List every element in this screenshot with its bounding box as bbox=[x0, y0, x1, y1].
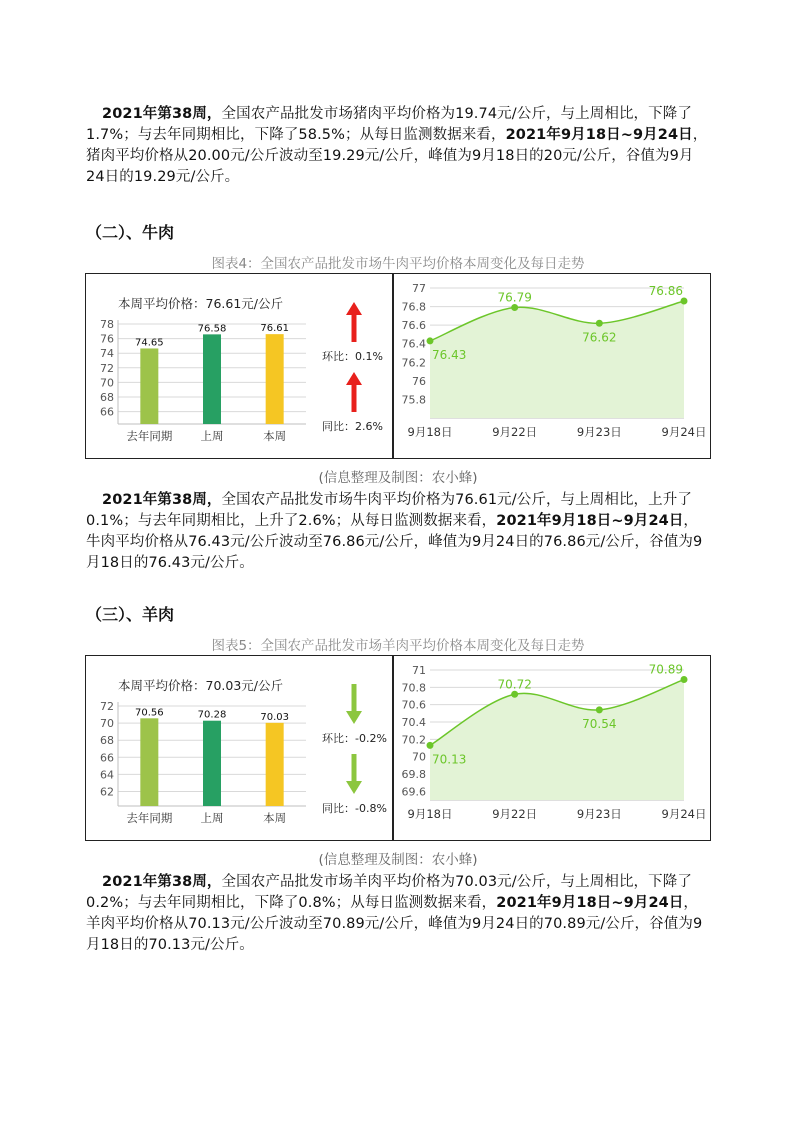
mutton-line-data-label: 70.13 bbox=[432, 752, 467, 767]
mutton-text-1: 全国农产品批发市场羊肉平均价格为70.03元/公斤，与上周相比，下降了0.2%；与去年同期相比，下降了0.8%；从每日监测数据来看， bbox=[86, 874, 692, 911]
mutton-bar-bar bbox=[266, 723, 284, 806]
mutton-line-xtick-label: 9月22日 bbox=[492, 807, 538, 821]
beef-line-ytick-label: 77 bbox=[412, 282, 426, 295]
mutton-caption: (信息整理及制图：农小蜂) bbox=[318, 852, 478, 868]
mutton-line-ytick-label: 70 bbox=[412, 750, 426, 764]
beef-line-point bbox=[427, 337, 434, 344]
mutton-bar-ytick-label: 70 bbox=[100, 717, 114, 731]
beef-line-data-label: 76.86 bbox=[648, 284, 683, 298]
mutton-line-area bbox=[430, 680, 684, 800]
beef-line-data-label: 76.43 bbox=[432, 347, 467, 362]
mutton-bar-bar-value-label: 70.56 bbox=[135, 707, 164, 719]
mutton-bar-ytick-label: 68 bbox=[100, 734, 114, 748]
pork-date-range: 2021年9月18日~9月24日 bbox=[505, 127, 693, 143]
beef-avg-title: 本周平均价格：76.61元/公斤 bbox=[118, 296, 283, 311]
mutton-line-data-label: 70.54 bbox=[582, 716, 617, 731]
mutton-line-ytick-label: 70.4 bbox=[401, 716, 426, 729]
beef-line-ytick-label: 75.8 bbox=[401, 393, 426, 407]
beef-bar-ytick-label: 78 bbox=[100, 318, 114, 331]
mutton-text-2: ，羊肉平均价格从70.13元/公斤波动至70.89元/公斤，峰值为9月24日的70.89元/公斤，谷值为9月18日的70.13元/公斤。 bbox=[86, 895, 703, 953]
beef-line-xtick-label: 9月18日 bbox=[407, 425, 453, 439]
beef-line-data-label: 76.62 bbox=[582, 330, 617, 345]
mutton-bar-ytick-label: 66 bbox=[100, 751, 114, 765]
mutton-line-data-label: 70.72 bbox=[497, 677, 532, 692]
mutton-line-ytick-label: 71 bbox=[412, 664, 426, 677]
beef-bar-category-label: 本周 bbox=[263, 429, 287, 443]
mutton-bar-bar bbox=[140, 718, 158, 806]
beef-bar-panel bbox=[86, 274, 392, 458]
mutton-line-ytick-label: 70.6 bbox=[401, 698, 426, 712]
beef-bar-ytick-label: 66 bbox=[100, 405, 114, 419]
beef-line-ytick-label: 76 bbox=[412, 374, 426, 388]
mutton-figure-title: 图表5：全国农产品批发市场羊肉平均价格本周变化及每日走势 bbox=[211, 638, 585, 654]
mutton-line-point bbox=[427, 742, 434, 749]
mutton-chart-box bbox=[85, 655, 711, 841]
mutton-bar-bar-value-label: 70.03 bbox=[260, 711, 289, 723]
beef-bar-ytick-label: 74 bbox=[100, 347, 114, 361]
beef-bar-chart bbox=[86, 274, 318, 458]
beef-huanbi-label: 环比：0.1% bbox=[322, 350, 383, 363]
pork-text-1: 全国农产品批发市场猪肉平均价格为19.74元/公斤，与上周相比，下降了1.7%；与去年同期相比，下降了58.5%；从每日监测数据来看， bbox=[86, 106, 692, 143]
beef-caption: (信息整理及制图：农小蜂) bbox=[318, 470, 478, 486]
beef-line-panel bbox=[394, 274, 710, 458]
pork-paragraph bbox=[86, 104, 712, 188]
beef-bar-bar bbox=[203, 334, 221, 424]
mutton-avg-title: 本周平均价格：70.03元/公斤 bbox=[118, 678, 283, 693]
beef-line-chart bbox=[394, 274, 710, 458]
beef-line-ytick-label: 76.6 bbox=[401, 319, 426, 333]
beef-week-label: 2021年第38周， bbox=[102, 492, 222, 508]
mutton-bar-bar bbox=[203, 721, 221, 806]
mutton-bar-ytick-label: 72 bbox=[100, 700, 114, 713]
mutton-line-xtick-label: 9月24日 bbox=[661, 807, 707, 821]
mutton-line-chart bbox=[394, 656, 710, 840]
beef-text-1: 全国农产品批发市场牛肉平均价格为76.61元/公斤，与上周相比，上升了0.1%；与去年同期相比，上升了2.6%；从每日监测数据来看， bbox=[86, 492, 692, 529]
beef-figure-title: 图表4：全国农产品批发市场牛肉平均价格本周变化及每日走势 bbox=[211, 256, 585, 272]
mutton-week-label: 2021年第38周， bbox=[102, 874, 222, 890]
beef-tongbi-up-arrow-icon bbox=[346, 372, 362, 412]
mutton-line-ytick-label: 70.2 bbox=[401, 733, 426, 747]
beef-huanbi-up-arrow-icon bbox=[346, 302, 362, 342]
mutton-paragraph bbox=[86, 872, 712, 956]
mutton-huanbi-label: 环比：-0.2% bbox=[322, 732, 387, 745]
beef-bar-bar-value-label: 74.65 bbox=[135, 337, 164, 349]
beef-text-2: ，牛肉平均价格从76.43元/公斤波动至76.86元/公斤，峰值为9月24日的76.86元/公斤，谷值为9月18日的76.43元/公斤。 bbox=[86, 513, 703, 571]
mutton-line-xtick-label: 9月18日 bbox=[407, 807, 453, 821]
mutton-date-range: 2021年9月18日~9月24日 bbox=[496, 895, 684, 911]
beef-bar-category-label: 去年同期 bbox=[126, 429, 173, 443]
mutton-bar-bar-value-label: 70.28 bbox=[197, 709, 227, 721]
beef-line-area bbox=[430, 301, 684, 418]
beef-bar-ytick-label: 68 bbox=[100, 390, 114, 404]
beef-date-range: 2021年9月18日~9月24日 bbox=[496, 513, 684, 529]
beef-bar-bar bbox=[140, 348, 158, 424]
beef-line-point bbox=[596, 320, 603, 327]
beef-bar-ytick-label: 76 bbox=[100, 332, 114, 346]
mutton-line-point bbox=[596, 706, 603, 713]
beef-line-ytick-label: 76.2 bbox=[401, 356, 426, 370]
mutton-bar-category-label: 本周 bbox=[263, 811, 287, 825]
mutton-bar-chart bbox=[86, 656, 318, 840]
mutton-bar-ytick-label: 62 bbox=[100, 785, 114, 799]
mutton-line-data-label: 70.89 bbox=[648, 662, 683, 677]
beef-chart-box bbox=[85, 273, 711, 459]
beef-line-xtick-label: 9月22日 bbox=[492, 425, 538, 439]
beef-bar-bar-value-label: 76.61 bbox=[260, 323, 289, 335]
beef-line-xtick-label: 9月24日 bbox=[661, 425, 707, 439]
beef-tongbi-label: 同比：2.6% bbox=[322, 420, 383, 433]
beef-line-point bbox=[681, 298, 688, 305]
pork-text-2: ，猪肉平均价格从20.00元/公斤波动至19.29元/公斤，峰值为9月18日的20元/公斤，谷值为9月24日的19.29元/公斤。 bbox=[86, 127, 708, 185]
beef-line-ytick-label: 76.8 bbox=[401, 300, 426, 314]
beef-bar-category-label: 上周 bbox=[200, 429, 224, 443]
pork-week-label: 2021年第38周， bbox=[102, 106, 222, 122]
mutton-line-ytick-label: 70.8 bbox=[401, 681, 426, 695]
mutton-bar-category-label: 上周 bbox=[200, 811, 224, 825]
beef-bar-bar-value-label: 76.58 bbox=[197, 323, 227, 335]
beef-line-ytick-label: 76.4 bbox=[401, 337, 426, 351]
beef-bar-ytick-label: 72 bbox=[100, 361, 114, 375]
beef-line-xtick-label: 9月23日 bbox=[576, 425, 622, 439]
beef-line-data-label: 76.79 bbox=[497, 290, 532, 305]
beef-bar-bar bbox=[266, 334, 284, 424]
mutton-heading: （三）、羊肉 bbox=[86, 605, 175, 624]
mutton-line-ytick-label: 69.6 bbox=[401, 785, 426, 799]
beef-bar-ytick-label: 70 bbox=[100, 376, 114, 390]
mutton-bar-panel bbox=[86, 656, 392, 840]
mutton-line-point bbox=[511, 691, 518, 698]
mutton-line-ytick-label: 69.8 bbox=[401, 768, 426, 781]
beef-paragraph bbox=[86, 490, 712, 574]
mutton-line-point bbox=[681, 676, 688, 683]
mutton-huanbi-down-arrow-icon bbox=[346, 684, 362, 724]
mutton-line-panel bbox=[394, 656, 710, 840]
mutton-bar-category-label: 去年同期 bbox=[126, 811, 173, 825]
beef-line-point bbox=[511, 304, 518, 311]
mutton-tongbi-down-arrow-icon bbox=[346, 754, 362, 794]
beef-heading: （二）、牛肉 bbox=[86, 223, 175, 242]
mutton-line-xtick-label: 9月23日 bbox=[576, 807, 622, 821]
mutton-bar-ytick-label: 64 bbox=[100, 768, 114, 782]
mutton-tongbi-label: 同比：-0.8% bbox=[322, 802, 387, 815]
